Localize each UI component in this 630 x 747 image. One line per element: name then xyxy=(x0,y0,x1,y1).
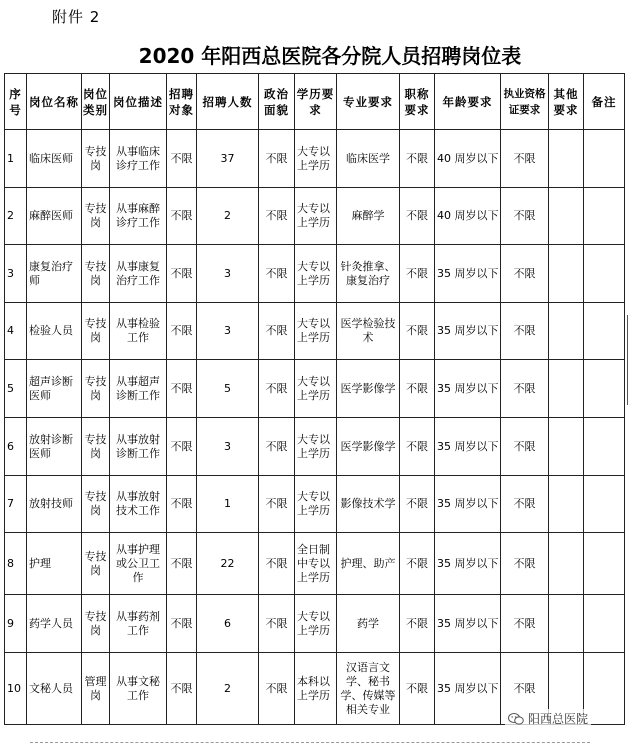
cell-no: 5 xyxy=(5,360,27,418)
wechat-watermark xyxy=(505,709,591,728)
edge-rule xyxy=(627,315,628,405)
cell-category: 专技岗 xyxy=(82,595,110,653)
table-row xyxy=(5,360,625,418)
cell-target: 不限 xyxy=(167,245,197,303)
table-row xyxy=(5,533,625,595)
header-cell: 学历要求 xyxy=(295,74,337,130)
cell-other xyxy=(549,418,584,476)
cell-other xyxy=(549,130,584,188)
document-title: 2020 年阳西总医院各分院人员招聘岗位表 xyxy=(138,44,522,68)
cell-political: 不限 xyxy=(259,418,295,476)
header-cell: 岗位描述 xyxy=(110,74,167,130)
cell-no: 6 xyxy=(5,418,27,476)
cell-license: 不限 xyxy=(501,418,549,476)
cell-name: 临床医师 xyxy=(27,130,82,188)
cell-title-req: 不限 xyxy=(400,595,435,653)
wechat-icon xyxy=(508,712,524,726)
cell-education: 大专以上学历 xyxy=(295,303,337,360)
cell-license: 不限 xyxy=(501,245,549,303)
cell-name: 超声诊断医师 xyxy=(27,360,82,418)
cell-desc: 从事康复治疗工作 xyxy=(110,245,167,303)
cell-no: 1 xyxy=(5,130,27,188)
header-cell: 政治面貌 xyxy=(259,74,295,130)
cell-desc: 从事临床诊疗工作 xyxy=(110,130,167,188)
table-row xyxy=(5,476,625,533)
cell-other xyxy=(549,595,584,653)
cell-count: 1 xyxy=(197,476,259,533)
cell-name: 药学人员 xyxy=(27,595,82,653)
cell-political: 不限 xyxy=(259,360,295,418)
cell-desc: 从事放射诊断工作 xyxy=(110,418,167,476)
cell-count: 6 xyxy=(197,595,259,653)
cell-note xyxy=(584,595,625,653)
cell-license: 不限 xyxy=(501,188,549,245)
cell-count: 2 xyxy=(197,188,259,245)
cell-age: 35 周岁以下 xyxy=(435,418,501,476)
cell-desc: 从事麻醉诊疗工作 xyxy=(110,188,167,245)
cell-education: 全日制中专以上学历 xyxy=(295,533,337,595)
cell-no: 2 xyxy=(5,188,27,245)
cell-title-req: 不限 xyxy=(400,245,435,303)
cell-license: 不限 xyxy=(501,533,549,595)
cell-age: 35 周岁以下 xyxy=(435,595,501,653)
cell-other xyxy=(549,188,584,245)
cell-license: 不限 xyxy=(501,130,549,188)
header-cell: 其他要求 xyxy=(549,74,584,130)
cell-note xyxy=(584,245,625,303)
recruitment-table xyxy=(4,73,625,725)
cell-note xyxy=(584,303,625,360)
cell-note xyxy=(584,360,625,418)
cell-major: 针灸推拿、康复治疗 xyxy=(337,245,400,303)
cell-name: 检验人员 xyxy=(27,303,82,360)
cell-political: 不限 xyxy=(259,245,295,303)
cell-other xyxy=(549,245,584,303)
cell-major: 医学影像学 xyxy=(337,360,400,418)
cell-political: 不限 xyxy=(259,130,295,188)
cell-target: 不限 xyxy=(167,476,197,533)
cell-education: 大专以上学历 xyxy=(295,245,337,303)
cell-note xyxy=(584,533,625,595)
cell-age: 40 周岁以下 xyxy=(435,188,501,245)
cell-target: 不限 xyxy=(167,418,197,476)
cell-category: 管理岗 xyxy=(82,653,110,725)
cell-note xyxy=(584,418,625,476)
cell-desc: 从事药剂工作 xyxy=(110,595,167,653)
header-cell: 岗位类别 xyxy=(82,74,110,130)
cell-desc: 从事超声诊断工作 xyxy=(110,360,167,418)
cell-no: 10 xyxy=(5,653,27,725)
table-row xyxy=(5,245,625,303)
cell-name: 麻醉医师 xyxy=(27,188,82,245)
header-cell: 备注 xyxy=(584,74,625,130)
cell-major: 护理、助产 xyxy=(337,533,400,595)
cell-education: 大专以上学历 xyxy=(295,476,337,533)
cell-count: 22 xyxy=(197,533,259,595)
cell-no: 3 xyxy=(5,245,27,303)
cell-target: 不限 xyxy=(167,303,197,360)
cell-desc: 从事文秘工作 xyxy=(110,653,167,725)
cell-education: 大专以上学历 xyxy=(295,360,337,418)
table-row xyxy=(5,303,625,360)
cell-age: 35 周岁以下 xyxy=(435,245,501,303)
cell-political: 不限 xyxy=(259,188,295,245)
cell-education: 大专以上学历 xyxy=(295,188,337,245)
cell-title-req: 不限 xyxy=(400,188,435,245)
cell-count: 3 xyxy=(197,418,259,476)
header-cell: 专业要求 xyxy=(337,74,400,130)
cell-major: 医学检验技术 xyxy=(337,303,400,360)
table-row xyxy=(5,188,625,245)
cell-category: 专技岗 xyxy=(82,418,110,476)
header-cell: 招聘对象 xyxy=(167,74,197,130)
cell-count: 37 xyxy=(197,130,259,188)
cell-target: 不限 xyxy=(167,653,197,725)
cell-category: 专技岗 xyxy=(82,245,110,303)
attachment-label: 附件 2 xyxy=(52,8,101,26)
cell-other xyxy=(549,533,584,595)
cell-major: 药学 xyxy=(337,595,400,653)
cell-name: 康复治疗师 xyxy=(27,245,82,303)
cell-category: 专技岗 xyxy=(82,188,110,245)
header-cell: 岗位名称 xyxy=(27,74,82,130)
watermark-text: 阳西总医院 xyxy=(528,712,589,726)
cell-political: 不限 xyxy=(259,303,295,360)
cell-count: 2 xyxy=(197,653,259,725)
cell-title-req: 不限 xyxy=(400,476,435,533)
cell-license: 不限 xyxy=(501,303,549,360)
cell-no: 4 xyxy=(5,303,27,360)
cell-license: 不限 xyxy=(501,595,549,653)
table-row xyxy=(5,130,625,188)
cell-title-req: 不限 xyxy=(400,130,435,188)
page-bottom-rule xyxy=(30,742,590,745)
cell-name: 放射技师 xyxy=(27,476,82,533)
table-row xyxy=(5,418,625,476)
cell-note xyxy=(584,188,625,245)
header-cell: 职称要求 xyxy=(400,74,435,130)
cell-major: 临床医学 xyxy=(337,130,400,188)
cell-desc: 从事检验工作 xyxy=(110,303,167,360)
cell-age: 35 周岁以下 xyxy=(435,653,501,725)
cell-title-req: 不限 xyxy=(400,653,435,725)
cell-major: 汉语言文学、秘书学、传媒等相关专业 xyxy=(337,653,400,725)
cell-education: 大专以上学历 xyxy=(295,595,337,653)
cell-political: 不限 xyxy=(259,653,295,725)
header-cell: 年龄要求 xyxy=(435,74,501,130)
cell-target: 不限 xyxy=(167,533,197,595)
cell-education: 本科以上学历 xyxy=(295,653,337,725)
cell-other xyxy=(549,476,584,533)
cell-no: 9 xyxy=(5,595,27,653)
cell-political: 不限 xyxy=(259,595,295,653)
cell-education: 大专以上学历 xyxy=(295,418,337,476)
cell-desc: 从事放射技术工作 xyxy=(110,476,167,533)
cell-count: 5 xyxy=(197,360,259,418)
cell-major: 医学影像学 xyxy=(337,418,400,476)
cell-target: 不限 xyxy=(167,188,197,245)
cell-no: 8 xyxy=(5,533,27,595)
cell-major: 影像技术学 xyxy=(337,476,400,533)
cell-political: 不限 xyxy=(259,476,295,533)
cell-category: 专技岗 xyxy=(82,130,110,188)
cell-age: 35 周岁以下 xyxy=(435,476,501,533)
header-cell: 招聘人数 xyxy=(197,74,259,130)
cell-title-req: 不限 xyxy=(400,360,435,418)
cell-age: 35 周岁以下 xyxy=(435,533,501,595)
cell-age: 35 周岁以下 xyxy=(435,303,501,360)
cell-other xyxy=(549,360,584,418)
cell-age: 40 周岁以下 xyxy=(435,130,501,188)
cell-category: 专技岗 xyxy=(82,303,110,360)
cell-target: 不限 xyxy=(167,130,197,188)
cell-count: 3 xyxy=(197,245,259,303)
cell-title-req: 不限 xyxy=(400,533,435,595)
header-cell: 执业资格证要求 xyxy=(501,74,549,130)
cell-category: 专技岗 xyxy=(82,476,110,533)
cell-category: 专技岗 xyxy=(82,533,110,595)
cell-category: 专技岗 xyxy=(82,360,110,418)
table-row xyxy=(5,595,625,653)
cell-major: 麻醉学 xyxy=(337,188,400,245)
cell-note xyxy=(584,476,625,533)
cell-target: 不限 xyxy=(167,360,197,418)
cell-count: 3 xyxy=(197,303,259,360)
cell-title-req: 不限 xyxy=(400,303,435,360)
cell-other xyxy=(549,303,584,360)
cell-target: 不限 xyxy=(167,595,197,653)
cell-title-req: 不限 xyxy=(400,418,435,476)
cell-note xyxy=(584,130,625,188)
cell-name: 护理 xyxy=(27,533,82,595)
header-row xyxy=(5,74,625,130)
cell-license: 不限 xyxy=(501,476,549,533)
header-cell: 序号 xyxy=(5,74,27,130)
cell-name: 文秘人员 xyxy=(27,653,82,725)
cell-no: 7 xyxy=(5,476,27,533)
cell-name: 放射诊断医师 xyxy=(27,418,82,476)
cell-desc: 从事护理或公卫工作 xyxy=(110,533,167,595)
cell-license: 不限 xyxy=(501,360,549,418)
cell-political: 不限 xyxy=(259,533,295,595)
cell-education: 大专以上学历 xyxy=(295,130,337,188)
cell-license: 不限 xyxy=(501,653,549,725)
cell-age: 35 周岁以下 xyxy=(435,360,501,418)
